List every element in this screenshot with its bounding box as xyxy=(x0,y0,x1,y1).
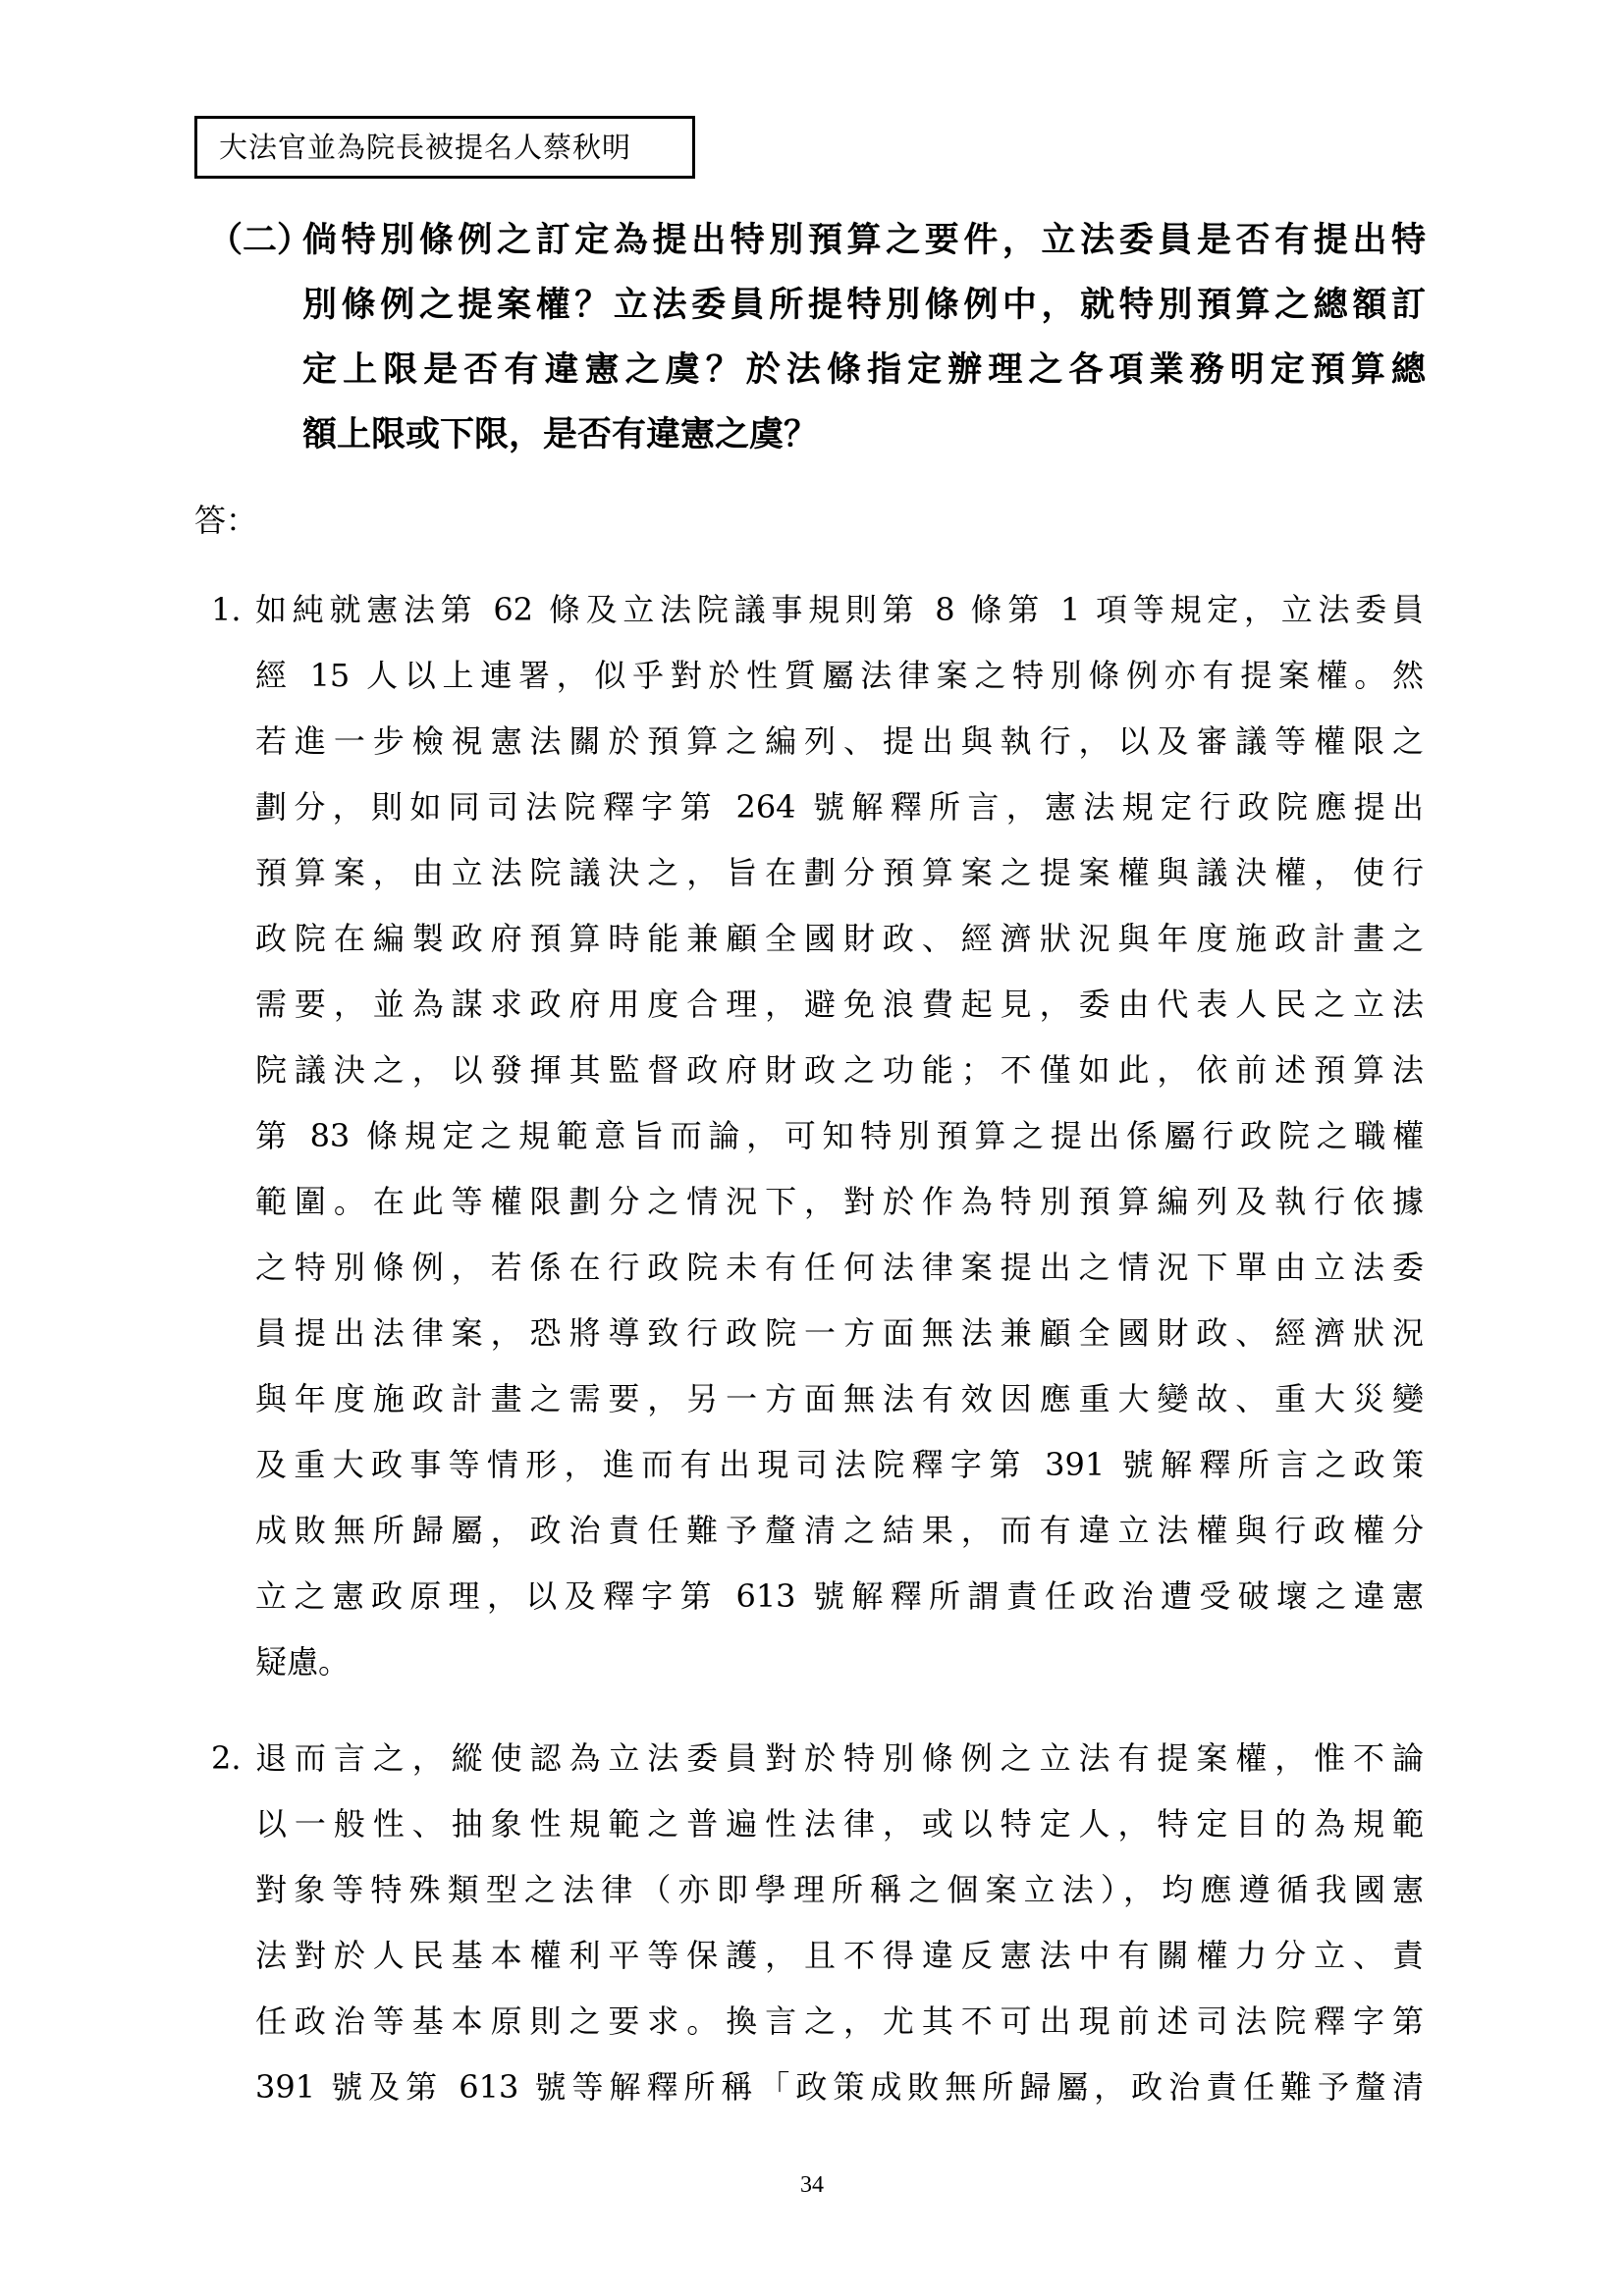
question-number: （二） xyxy=(208,220,312,260)
header-box: 大法官並為院長被提名人蔡秋明 xyxy=(194,116,695,179)
answer-label: 答： xyxy=(194,502,258,539)
text-line: 391 號及第 613 號等解釋所稱「政策成敗無所歸屬，政治責任難予釐清 xyxy=(255,2068,1424,2106)
text-line: 以一般性、抽象性規範之普遍性法律，或以特定人，特定目的為規範 xyxy=(255,1805,1424,1842)
text-line: 預算案，由立法院議決之，旨在劃分預算案之提案權與議決權，使行 xyxy=(255,854,1424,891)
text-line: 員提出法律案，恐將導致行政院一方面無法兼顧全國財政、經濟狀況 xyxy=(255,1314,1424,1352)
paragraph-number: 2. xyxy=(211,1739,242,1777)
text-line: 之特別條例，若係在行政院未有任何法律案提出之情況下單由立法委 xyxy=(255,1249,1424,1286)
text-line: 需要，並為謀求政府用度合理，避免浪費起見，委由代表人民之立法 xyxy=(255,986,1424,1023)
text-line: 若進一步檢視憲法關於預算之編列、提出與執行，以及審議等權限之 xyxy=(255,722,1424,760)
paragraph-1 xyxy=(211,577,1424,1695)
text-line: 立之憲政原理，以及釋字第 613 號解釋所謂責任政治遭受破壞之違憲 xyxy=(255,1577,1424,1615)
text-line: 額上限或下限，是否有違憲之虞？ xyxy=(302,414,819,454)
text-line: 範圍。在此等權限劃分之情況下，對於作為特別預算編列及執行依據 xyxy=(255,1183,1424,1220)
text-line: 定上限是否有違憲之虞？於法條指定辦理之各項業務明定預算總 xyxy=(302,349,1426,390)
text-line: 對象等特殊類型之法律（亦即學理所稱之個案立法），均應遵循我國憲 xyxy=(255,1871,1424,1908)
text-line: 院議決之，以發揮其監督政府財政之功能；不僅如此，依前述預算法 xyxy=(255,1051,1424,1089)
text-line: 法對於人民基本權利平等保護，且不得違反憲法中有關權力分立、責 xyxy=(255,1937,1424,1974)
text-line: 疑慮。 xyxy=(255,1643,351,1681)
text-line: 政院在編製政府預算時能兼顧全國財政、經濟狀況與年度施政計畫之 xyxy=(255,920,1424,957)
text-line: 與年度施政計畫之需要，另一方面無法有效因應重大變故、重大災變 xyxy=(255,1380,1424,1417)
text-line: 及重大政事等情形，進而有出現司法院釋字第 391 號解釋所言之政策 xyxy=(255,1446,1424,1483)
text-line: 第 83 條規定之規範意旨而論，可知特別預算之提出係屬行政院之職權 xyxy=(255,1117,1424,1154)
paragraph-number: 1. xyxy=(211,591,242,628)
question-heading xyxy=(208,208,1426,467)
text-line: 任政治等基本原則之要求。換言之，尤其不可出現前述司法院釋字第 xyxy=(255,2002,1424,2040)
page-number: 34 xyxy=(800,2172,824,2198)
text-line: 如純就憲法第 62 條及立法院議事規則第 8 條第 1 項等規定，立法委員 xyxy=(255,591,1424,628)
text-line: 經 15 人以上連署，似乎對於性質屬法律案之特別條例亦有提案權。然 xyxy=(255,657,1424,694)
text-line: 成敗無所歸屬，政治責任難予釐清之結果，而有違立法權與行政權分 xyxy=(255,1512,1424,1549)
text-line: 劃分，則如同司法院釋字第 264 號解釋所言，憲法規定行政院應提出 xyxy=(255,788,1424,826)
text-line: 退而言之，縱使認為立法委員對於特別條例之立法有提案權，惟不論 xyxy=(255,1739,1424,1777)
text-line: 別條例之提案權？立法委員所提特別條例中，就特別預算之總額訂 xyxy=(302,285,1426,325)
text-line: 倘特別條例之訂定為提出特別預算之要件，立法委員是否有提出特 xyxy=(302,220,1426,260)
paragraph-2 xyxy=(211,1726,1424,2120)
